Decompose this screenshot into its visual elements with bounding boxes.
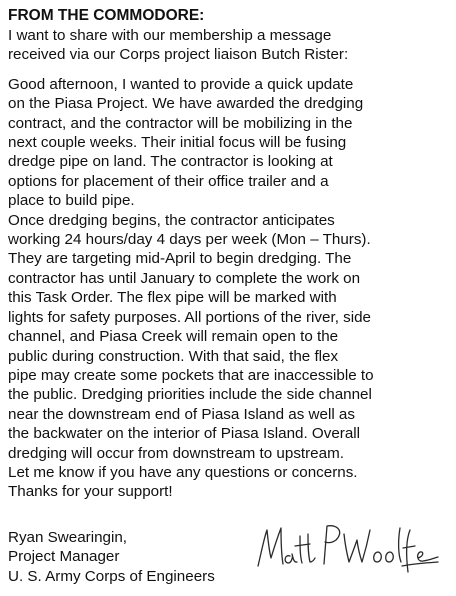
signer-title: Project Manager: [8, 548, 120, 566]
dredging-line: lights for safety purposes. All portions of the river, side: [8, 308, 371, 326]
signer-organization: U. S. Army Corps of Engineers: [8, 567, 215, 585]
update-line: dredge pipe on land. The contractor is looking at: [8, 153, 333, 171]
paragraph-gap: [8, 65, 450, 75]
letter-body: [8, 6, 450, 502]
update-line: options for placement of their office trailer and a: [8, 172, 329, 190]
dredging-line: public during construction. With that said, the flex: [8, 347, 339, 365]
signer-name: Ryan Swearingin,: [8, 529, 128, 546]
intro-line: received via our Corps project liaison Butch Rister:: [8, 46, 349, 64]
dredging-line: this Task Order. The flex pipe will be marked with: [8, 289, 337, 307]
signature-block: [8, 528, 215, 586]
update-line: on the Piasa Project. We have awarded the dredging: [8, 95, 364, 113]
dredging-paragraph: [8, 211, 450, 502]
dredging-line: channel, and Piasa Creek will remain open to the: [8, 328, 339, 346]
dredging-line: working 24 hours/day 4 days per week (Mon – Thurs).: [8, 231, 371, 249]
update-line: next couple weeks. Their initial focus will be fusing: [8, 134, 347, 152]
update-line: place to build pipe.: [8, 192, 135, 210]
dredging-line: contractor has until January to complete the work on: [8, 269, 361, 287]
update-paragraph: [8, 75, 450, 211]
dredging-line: dredging will occur from downstream to upstream.: [8, 444, 344, 462]
update-line: Good afternoon, I wanted to provide a quick update: [8, 75, 354, 93]
update-line: contract, and the contractor will be mobilizing in the: [8, 114, 353, 132]
dredging-line: the public. Dredging priorities include the side channel: [8, 386, 372, 404]
dredging-line: Thanks for your support!: [8, 483, 173, 501]
dredging-line: the backwater on the interior of Piasa Island. Overall: [8, 425, 361, 443]
dredging-line: Let me know if you have any questions or concerns.: [8, 463, 358, 481]
dredging-line: Once dredging begins, the contractor anticipates: [8, 211, 335, 229]
letter-heading: FROM THE COMMODORE:: [8, 7, 205, 24]
intro-line: I want to share with our membership a message: [8, 27, 332, 44]
handwritten-signature-icon: [252, 516, 442, 576]
dredging-line: near the downstream end of Piasa Island as well as: [8, 405, 355, 423]
dredging-line: They are targeting mid-April to begin dredging. The: [8, 250, 352, 268]
intro-paragraph: [8, 26, 450, 65]
dredging-line: pipe may create some pockets that are inaccessible to: [8, 366, 374, 384]
